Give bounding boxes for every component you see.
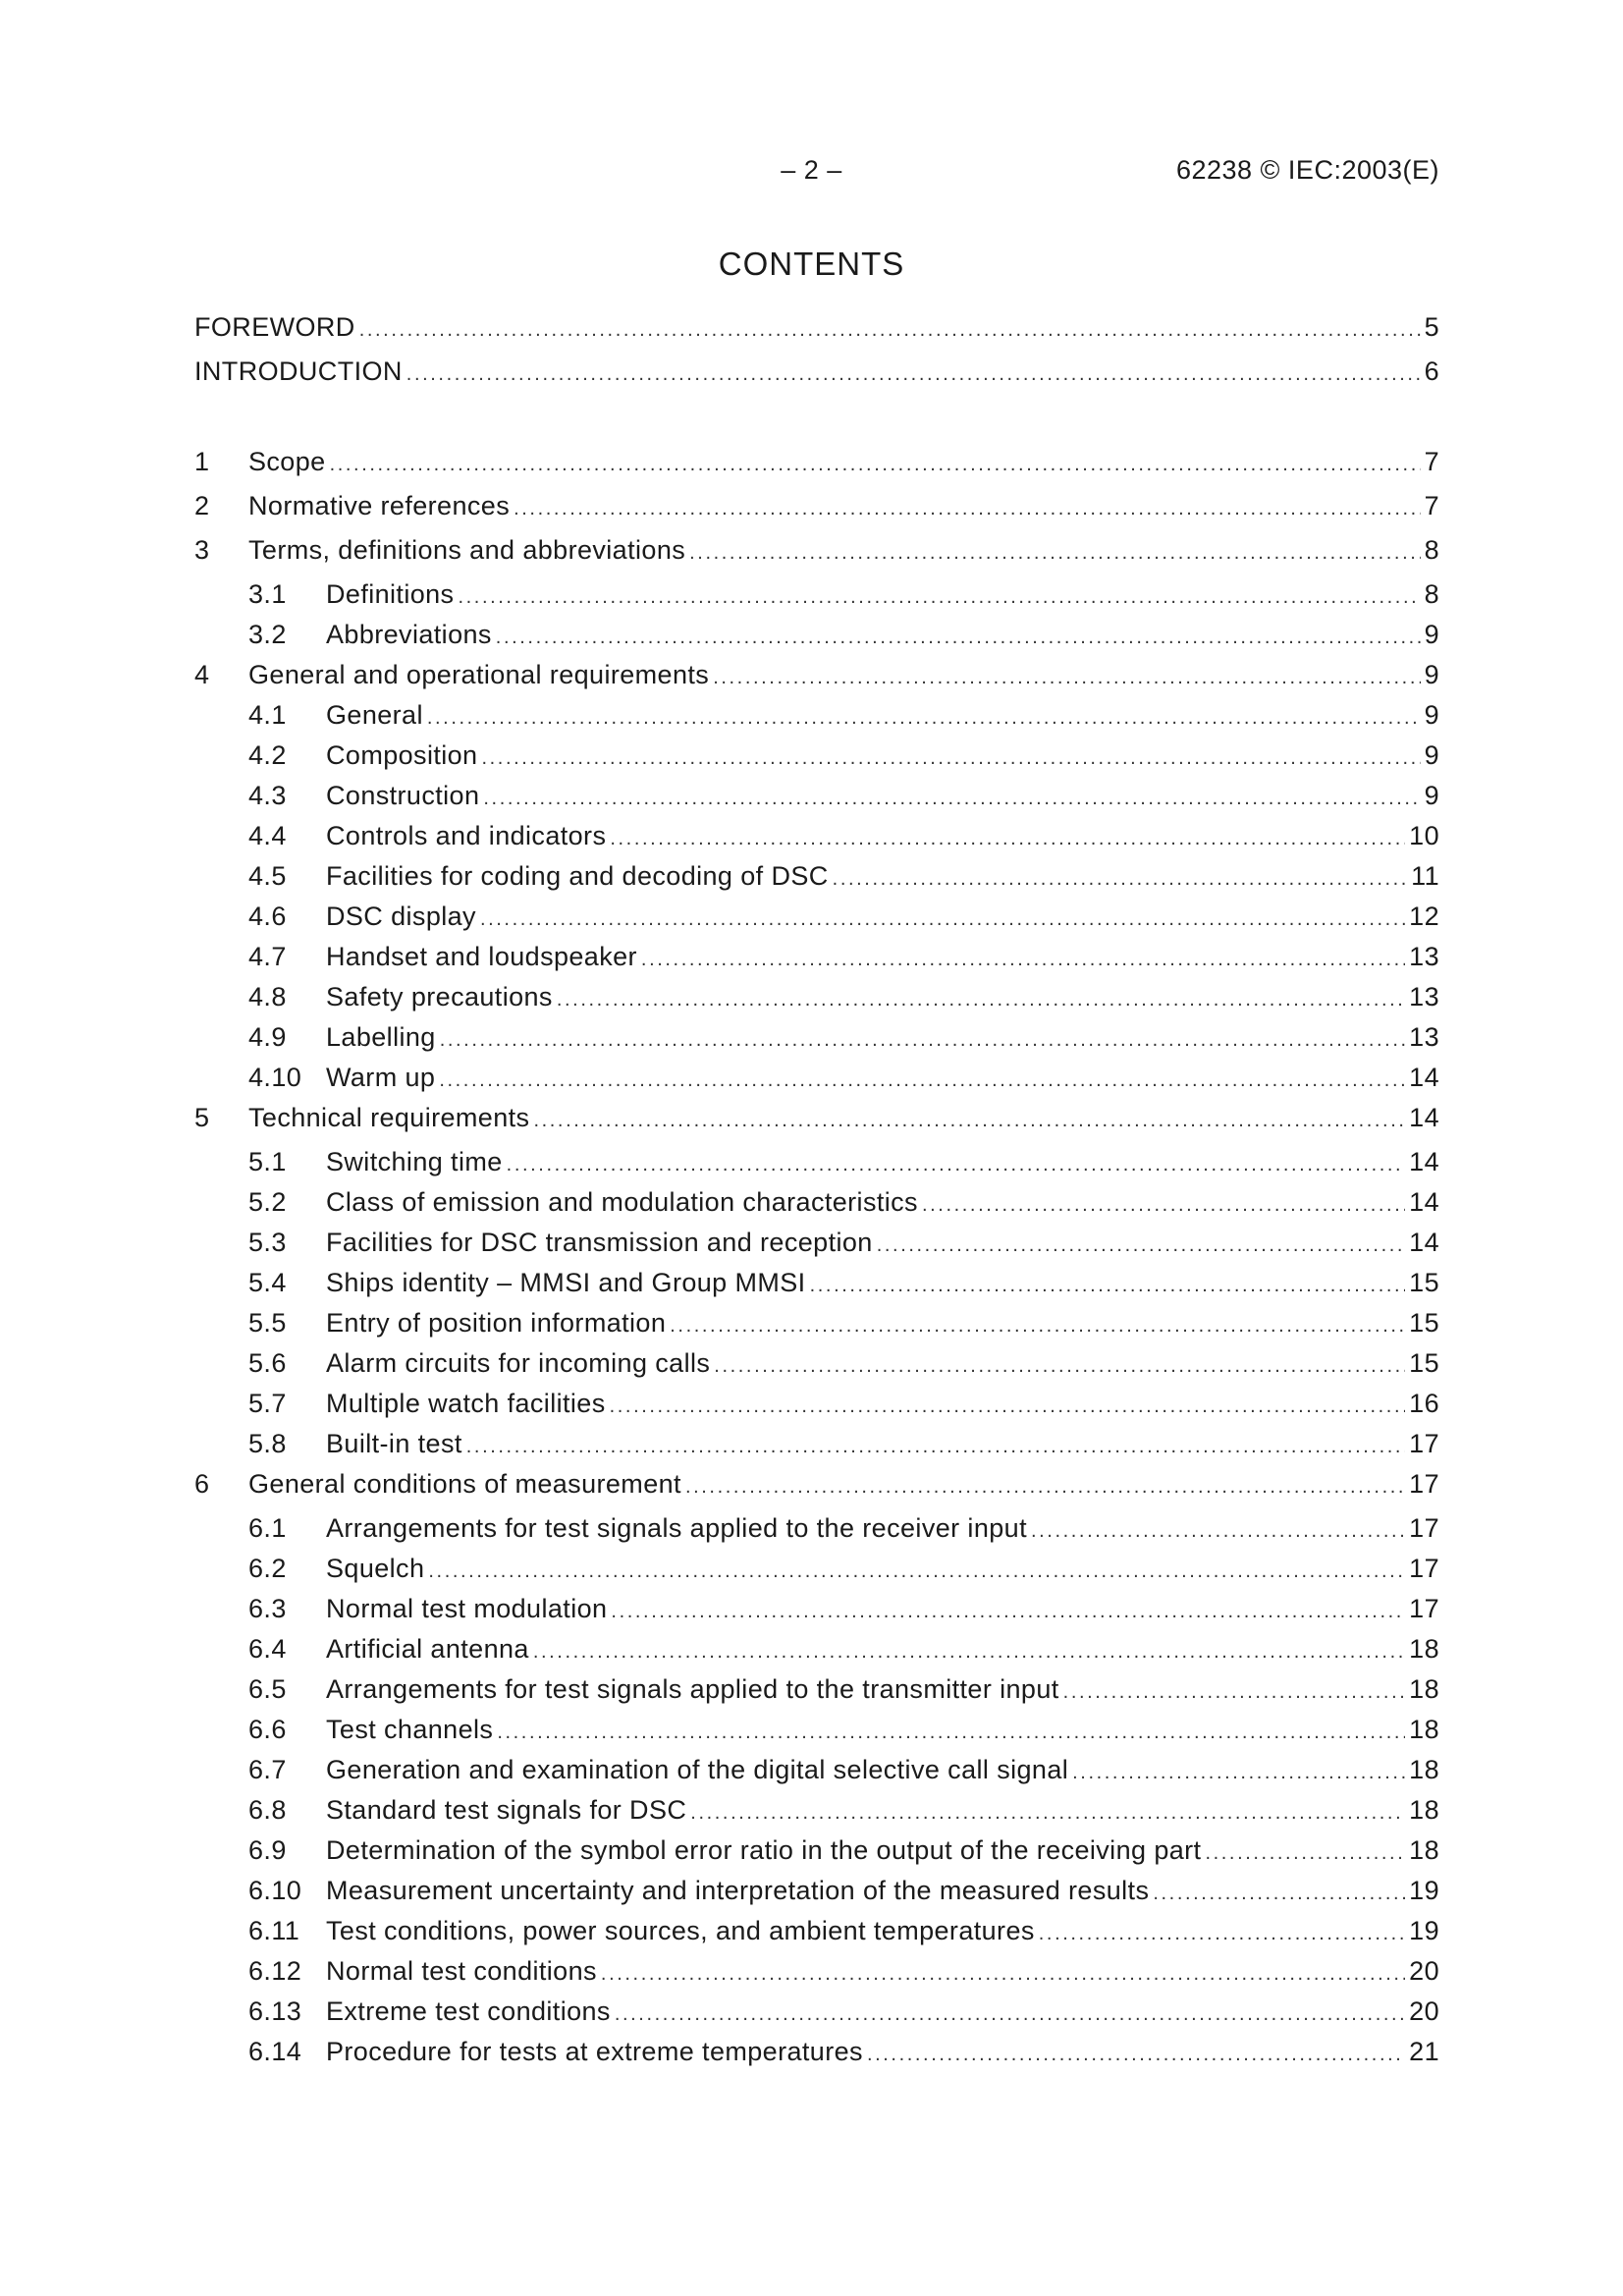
- toc-dot-leader: [867, 2044, 1405, 2066]
- toc-entry-number: 5.4: [248, 1268, 287, 1297]
- toc-dot-leader: [533, 1110, 1405, 1132]
- toc-entry-number: 3: [194, 535, 210, 565]
- toc-dot-leader: [428, 1560, 1405, 1583]
- toc-dot-leader: [601, 1963, 1405, 1986]
- toc-dot-leader: [685, 1476, 1405, 1499]
- toc-entry-page: 17: [1409, 1513, 1439, 1543]
- toc-entry-title: Composition: [326, 740, 478, 770]
- toc-entry-page: 14: [1409, 1103, 1439, 1132]
- toc-entry-number: 4: [194, 660, 210, 689]
- toc-entry-page: 9: [1424, 620, 1439, 649]
- toc-entry[interactable]: [248, 700, 1439, 736]
- toc-entry-title: Procedure for tests at extreme temperatures: [326, 2037, 863, 2066]
- toc-dot-leader: [480, 908, 1405, 931]
- toc-entry-number: 4.3: [248, 781, 287, 810]
- toc-entry-title: Safety precautions: [326, 982, 553, 1011]
- toc-entry-title: General: [326, 700, 423, 730]
- toc-dot-leader: [466, 1436, 1405, 1458]
- toc-entry-title: Measurement uncertainty and interpretation of the measured results: [326, 1876, 1150, 1905]
- toc-entry-page: 17: [1409, 1594, 1439, 1623]
- toc-entry-title: Alarm circuits for incoming calls: [326, 1348, 711, 1378]
- toc-entry[interactable]: [248, 1594, 1439, 1629]
- toc-entry-number: 6.12: [248, 1956, 302, 1986]
- toc-entry-page: 17: [1409, 1429, 1439, 1458]
- toc-dot-leader: [610, 828, 1405, 850]
- toc-entry[interactable]: [248, 1389, 1439, 1424]
- toc-dot-leader: [713, 667, 1420, 689]
- toc-dot-leader: [1205, 1842, 1405, 1865]
- toc-entry-number: 5.2: [248, 1187, 287, 1217]
- toc-entry-page: 6: [1424, 356, 1439, 386]
- toc-entry-title: Standard test signals for DSC: [326, 1795, 687, 1825]
- toc-entry-number: 5.8: [248, 1429, 287, 1458]
- toc-entry-number: 4.5: [248, 861, 287, 891]
- toc-entry-number: 4.4: [248, 821, 287, 850]
- toc-entry[interactable]: [248, 740, 1439, 776]
- toc-entry-number: 6.2: [248, 1554, 287, 1583]
- toc-entry-number: 5: [194, 1103, 210, 1132]
- toc-entry-number: 6.8: [248, 1795, 287, 1825]
- toc-entry-number: 3.1: [248, 579, 287, 609]
- toc-dot-leader: [533, 1641, 1405, 1664]
- toc-entry-title: Facilities for coding and decoding of DSC: [326, 861, 829, 891]
- toc-entry-title: DSC display: [326, 902, 476, 931]
- toc-entry-number: 2: [194, 491, 210, 520]
- toc-entry-number: 6.6: [248, 1715, 287, 1744]
- toc-entry-number: 4.7: [248, 942, 287, 971]
- toc-entry-page: 18: [1409, 1835, 1439, 1865]
- toc-entry-title: Test conditions, power sources, and ambient temperatures: [326, 1916, 1035, 1945]
- toc-entry[interactable]: [248, 821, 1439, 856]
- toc-entry-title: Normative references: [248, 491, 511, 520]
- toc-entry-page: 8: [1424, 579, 1439, 609]
- toc-entry-number: 6.10: [248, 1876, 302, 1905]
- toc-dot-leader: [440, 1029, 1405, 1052]
- toc-entry-number: 6.13: [248, 1996, 302, 2026]
- toc-entry[interactable]: [248, 1715, 1439, 1750]
- toc-entry-title: Ships identity – MMSI and Group MMSI: [326, 1268, 806, 1297]
- toc-entry[interactable]: [194, 1469, 1439, 1504]
- toc-entry-page: 7: [1424, 491, 1439, 520]
- toc-entry[interactable]: [248, 1795, 1439, 1831]
- toc-entry[interactable]: [248, 982, 1439, 1017]
- toc-entry[interactable]: [248, 1268, 1439, 1303]
- toc-entry-number: 5.6: [248, 1348, 287, 1378]
- toc-entry-page: 15: [1409, 1348, 1439, 1378]
- toc-entry[interactable]: [248, 620, 1439, 655]
- toc-entry-number: 4.1: [248, 700, 287, 730]
- toc-entry-title: Multiple watch facilities: [326, 1389, 606, 1418]
- toc-entry[interactable]: [248, 1876, 1439, 1911]
- toc-entry-page: 13: [1409, 982, 1439, 1011]
- toc-entry-page: 9: [1424, 700, 1439, 730]
- toc-dot-leader: [496, 627, 1421, 649]
- toc-entry-page: 14: [1409, 1187, 1439, 1217]
- document-id: 62238 © IEC:2003(E): [1175, 155, 1439, 185]
- toc-entry[interactable]: [248, 1835, 1439, 1871]
- toc-entry-page: 9: [1424, 740, 1439, 770]
- toc-dot-leader: [458, 586, 1420, 609]
- toc-dot-leader: [497, 1722, 1405, 1744]
- toc-dot-leader: [481, 747, 1420, 770]
- toc-entry-page: 18: [1409, 1674, 1439, 1704]
- toc-entry-title: Facilities for DSC transmission and reception: [326, 1228, 873, 1257]
- toc-entry-number: 1: [194, 447, 210, 476]
- toc-entry-number: 4.8: [248, 982, 287, 1011]
- toc-entry-number: 6: [194, 1469, 210, 1499]
- toc-entry[interactable]: [248, 1755, 1439, 1790]
- toc-dot-leader: [615, 2003, 1405, 2026]
- toc-entry-page: 18: [1409, 1795, 1439, 1825]
- toc-entry-number: 5.3: [248, 1228, 287, 1257]
- toc-entry-page: 5: [1424, 312, 1439, 342]
- toc-entry-page: 19: [1409, 1876, 1439, 1905]
- toc-dot-leader: [1039, 1923, 1405, 1945]
- toc-entry-page: 16: [1409, 1389, 1439, 1418]
- toc-entry-number: 5.1: [248, 1147, 287, 1176]
- toc-dot-leader: [406, 363, 1421, 386]
- toc-entry-number: 4.9: [248, 1022, 287, 1052]
- toc-dot-leader: [1031, 1520, 1405, 1543]
- toc-entry-title: Normal test modulation: [326, 1594, 608, 1623]
- toc-entry[interactable]: [248, 1348, 1439, 1384]
- toc-entry-title: Built-in test: [326, 1429, 462, 1458]
- toc-entry[interactable]: [248, 942, 1439, 977]
- toc-entry[interactable]: [248, 1063, 1439, 1098]
- toc-entry-title: Determination of the symbol error ratio in the output of the receiving part: [326, 1835, 1202, 1865]
- toc-entry-number: 6.7: [248, 1755, 287, 1784]
- toc-entry-page: 14: [1409, 1147, 1439, 1176]
- toc-dot-leader: [689, 542, 1420, 565]
- toc-entry-title: Switching time: [326, 1147, 503, 1176]
- toc-entry-number: 6.9: [248, 1835, 287, 1865]
- toc-entry-title: Squelch: [326, 1554, 425, 1583]
- toc-entry[interactable]: [248, 1308, 1439, 1343]
- toc-entry-page: 9: [1424, 781, 1439, 810]
- toc-entry-page: 18: [1409, 1634, 1439, 1664]
- toc-entry[interactable]: [194, 312, 1439, 348]
- toc-entry-page: 17: [1409, 1469, 1439, 1499]
- toc-dot-leader: [610, 1395, 1406, 1418]
- toc-entry[interactable]: [248, 1022, 1439, 1058]
- toc-dot-leader: [690, 1802, 1405, 1825]
- toc-entry[interactable]: [248, 781, 1439, 816]
- toc-dot-leader: [359, 319, 1421, 342]
- toc-dot-leader: [483, 788, 1420, 810]
- toc-entry-page: 8: [1424, 535, 1439, 565]
- toc-entry-page: 13: [1409, 1022, 1439, 1052]
- toc-entry-page: 14: [1409, 1063, 1439, 1092]
- toc-entry-number: 3.2: [248, 620, 287, 649]
- toc-entry-title: Warm up: [326, 1063, 436, 1092]
- toc-dot-leader: [1063, 1681, 1405, 1704]
- toc-entry[interactable]: [248, 1554, 1439, 1589]
- toc-dot-leader: [922, 1194, 1405, 1217]
- toc-entry-page: 20: [1409, 1996, 1439, 2026]
- toc-entry-page: 18: [1409, 1755, 1439, 1784]
- toc-dot-leader: [833, 868, 1407, 891]
- toc-entry-title: Scope: [248, 447, 326, 476]
- toc-entry[interactable]: [248, 861, 1439, 897]
- toc-entry-title: Construction: [326, 781, 480, 810]
- toc-dot-leader: [514, 498, 1420, 520]
- toc-entry-page: 12: [1409, 902, 1439, 931]
- toc-entry-page: 18: [1409, 1715, 1439, 1744]
- toc-entry[interactable]: [248, 1996, 1439, 2032]
- toc-entry-page: 21: [1409, 2037, 1439, 2066]
- toc-entry-title: Handset and loudspeaker: [326, 942, 637, 971]
- toc-entry-title: Artificial antenna: [326, 1634, 529, 1664]
- toc-entry-page: 9: [1424, 660, 1439, 689]
- toc-entry-title: Normal test conditions: [326, 1956, 597, 1986]
- toc-entry-title: FOREWORD: [194, 312, 355, 342]
- toc-entry-title: INTRODUCTION: [194, 356, 403, 386]
- toc-dot-leader: [439, 1069, 1405, 1092]
- toc-entry-title: Arrangements for test signals applied to the receiver input: [326, 1513, 1027, 1543]
- toc-dot-leader: [670, 1315, 1405, 1338]
- toc-entry[interactable]: [194, 491, 1439, 526]
- toc-entry[interactable]: [194, 447, 1439, 482]
- toc-dot-leader: [1153, 1883, 1405, 1905]
- toc-entry-title: Arrangements for test signals applied to the transmitter input: [326, 1674, 1059, 1704]
- toc-dot-leader: [714, 1355, 1405, 1378]
- toc-entry[interactable]: [194, 660, 1439, 695]
- toc-dot-leader: [877, 1234, 1405, 1257]
- page-title: CONTENTS: [718, 246, 905, 282]
- toc-entry-number: 6.1: [248, 1513, 287, 1543]
- toc-entry-number: 6.14: [248, 2037, 302, 2066]
- toc-dot-leader: [1072, 1762, 1405, 1784]
- toc-entry-number: 6.4: [248, 1634, 287, 1664]
- toc-dot-leader: [557, 989, 1405, 1011]
- toc-entry[interactable]: [248, 1916, 1439, 1951]
- toc-entry-page: 20: [1409, 1956, 1439, 1986]
- page-number: – 2 –: [781, 155, 842, 185]
- toc-entry-number: 4.10: [248, 1063, 302, 1092]
- toc-entry-page: 14: [1409, 1228, 1439, 1257]
- toc-entry[interactable]: [248, 1147, 1439, 1182]
- toc-dot-leader: [641, 949, 1405, 971]
- toc-entry[interactable]: [248, 1674, 1439, 1710]
- toc-entry[interactable]: [194, 535, 1439, 571]
- toc-dot-leader: [330, 454, 1421, 476]
- toc-dot-leader: [611, 1601, 1405, 1623]
- toc-entry[interactable]: [248, 1228, 1439, 1263]
- toc-entry-page: 10: [1409, 821, 1439, 850]
- toc-entry-title: Generation and examination of the digital selective call signal: [326, 1755, 1069, 1784]
- toc-entry-title: Technical requirements: [248, 1103, 530, 1132]
- toc-entry-title: General conditions of measurement: [248, 1469, 681, 1499]
- toc-entry[interactable]: [248, 1187, 1439, 1223]
- toc-entry[interactable]: [248, 1513, 1439, 1549]
- toc-entry-title: Entry of position information: [326, 1308, 667, 1338]
- toc-entry-number: 4.2: [248, 740, 287, 770]
- toc-entry-title: Controls and indicators: [326, 821, 607, 850]
- toc-entry-title: Class of emission and modulation characteristics: [326, 1187, 918, 1217]
- toc-entry[interactable]: [248, 579, 1439, 615]
- toc-dot-leader: [427, 707, 1421, 730]
- toc-entry[interactable]: [194, 356, 1439, 392]
- toc-entry[interactable]: [248, 1634, 1439, 1669]
- toc-entry-number: 6.5: [248, 1674, 287, 1704]
- toc-entry-number: 6.3: [248, 1594, 287, 1623]
- toc-entry-page: 7: [1424, 447, 1439, 476]
- toc-entry-number: 5.5: [248, 1308, 287, 1338]
- toc-entry[interactable]: [194, 1103, 1439, 1138]
- toc-entry-number: 6.11: [248, 1916, 300, 1945]
- toc-entry-title: Definitions: [326, 579, 455, 609]
- toc-entry-page: 15: [1409, 1308, 1439, 1338]
- toc-entry[interactable]: [248, 1429, 1439, 1464]
- toc-entry-number: 5.7: [248, 1389, 287, 1418]
- toc-entry-page: 19: [1409, 1916, 1439, 1945]
- toc-entry[interactable]: [248, 902, 1439, 937]
- toc-entry-title: Extreme test conditions: [326, 1996, 611, 2026]
- toc-entry-title: Abbreviations: [326, 620, 492, 649]
- toc-entry-title: Test channels: [326, 1715, 494, 1744]
- toc-entry-title: Labelling: [326, 1022, 436, 1052]
- toc-entry-number: 4.6: [248, 902, 287, 931]
- toc-entry-page: 13: [1409, 942, 1439, 971]
- toc-entry-page: 11: [1411, 861, 1439, 891]
- toc-dot-leader: [810, 1275, 1406, 1297]
- toc-entry[interactable]: [248, 2037, 1439, 2072]
- toc-entry-title: Terms, definitions and abbreviations: [248, 535, 686, 565]
- toc-dot-leader: [507, 1154, 1405, 1176]
- toc-entry-page: 15: [1409, 1268, 1439, 1297]
- toc-entry[interactable]: [248, 1956, 1439, 1992]
- toc-entry-title: General and operational requirements: [248, 660, 710, 689]
- toc-entry-page: 17: [1409, 1554, 1439, 1583]
